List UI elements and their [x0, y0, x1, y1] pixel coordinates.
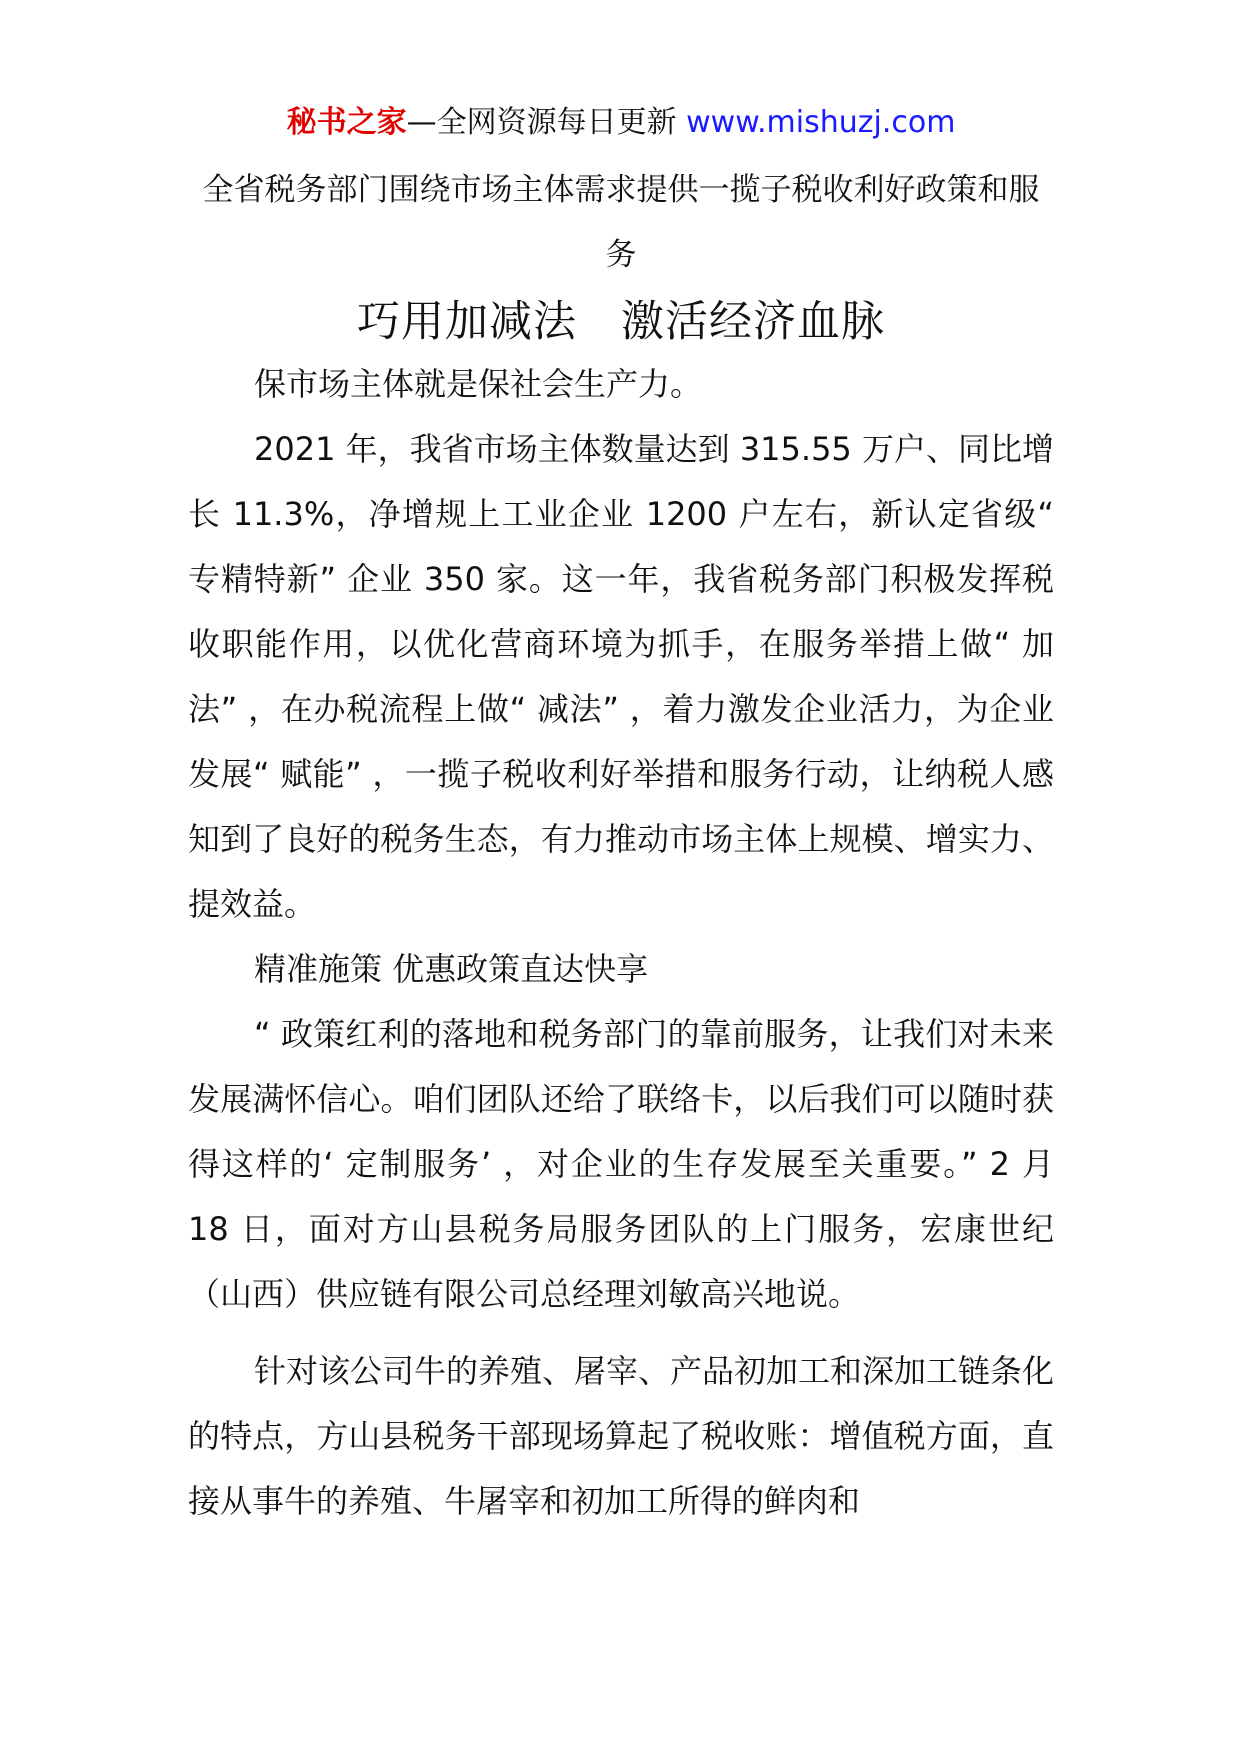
- section-heading: 精准施策 优惠政策直达快享: [254, 950, 649, 988]
- site-name: 秘书之家: [286, 105, 407, 140]
- site-header: [188, 100, 1054, 146]
- site-url-link[interactable]: www.mishuzj.com: [686, 105, 956, 140]
- article-subheading: 全省税务部门围绕市场主体需求提供一揽子税收利好政策和服务: [202, 172, 1040, 273]
- paragraph-tax-details: 针对该公司牛的养殖、屠宰、产品初加工和深加工链条化的特点，方山县税务干部现场算起了税收账：增值税方面，直接从事牛的养殖、牛屠宰和初加工所得的鲜肉和: [188, 1352, 1055, 1520]
- article-body: [188, 352, 1054, 1534]
- paragraph-quote: “ 政策红利的落地和税务部门的靠前服务，让我们对未来发展满怀信心。咱们团队还给了联络卡，以后我们可以随时获得这样的‘ 定制服务’ ，对企业的生存发展至关重要。” 2 月 18 日，面对方山县税务局服务团队的上门服务，宏康世纪（山西）供应链有限公司总经理刘敏高兴地说。: [188, 1015, 1054, 1313]
- article-title: 巧用加减法 激活经济血脉: [357, 297, 885, 347]
- paragraph-intro: 保市场主体就是保社会生产力。: [254, 365, 703, 403]
- paragraph-overview: 2021 年，我省市场主体数量达到 315.55 万户、同比增长 11.3%，净增规上工业企业 1200 户左右，新认定省级“ 专精特新” 企业 350 家。这一年，我省税务部门积极发挥税收职能作用，以优化营商环境为抓手，在服务举措上做“ 加法” ，在办税流程上做“ 减法” ，着力激发企业活力，为企业发展“ 赋能” ，一揽子税收利好举措和服务行动，让纳税人感知到了良好的税务生态，有力推动市场主体上规模、增实力、提效益。: [188, 430, 1054, 923]
- site-slogan: —全网资源每日更新: [406, 105, 677, 140]
